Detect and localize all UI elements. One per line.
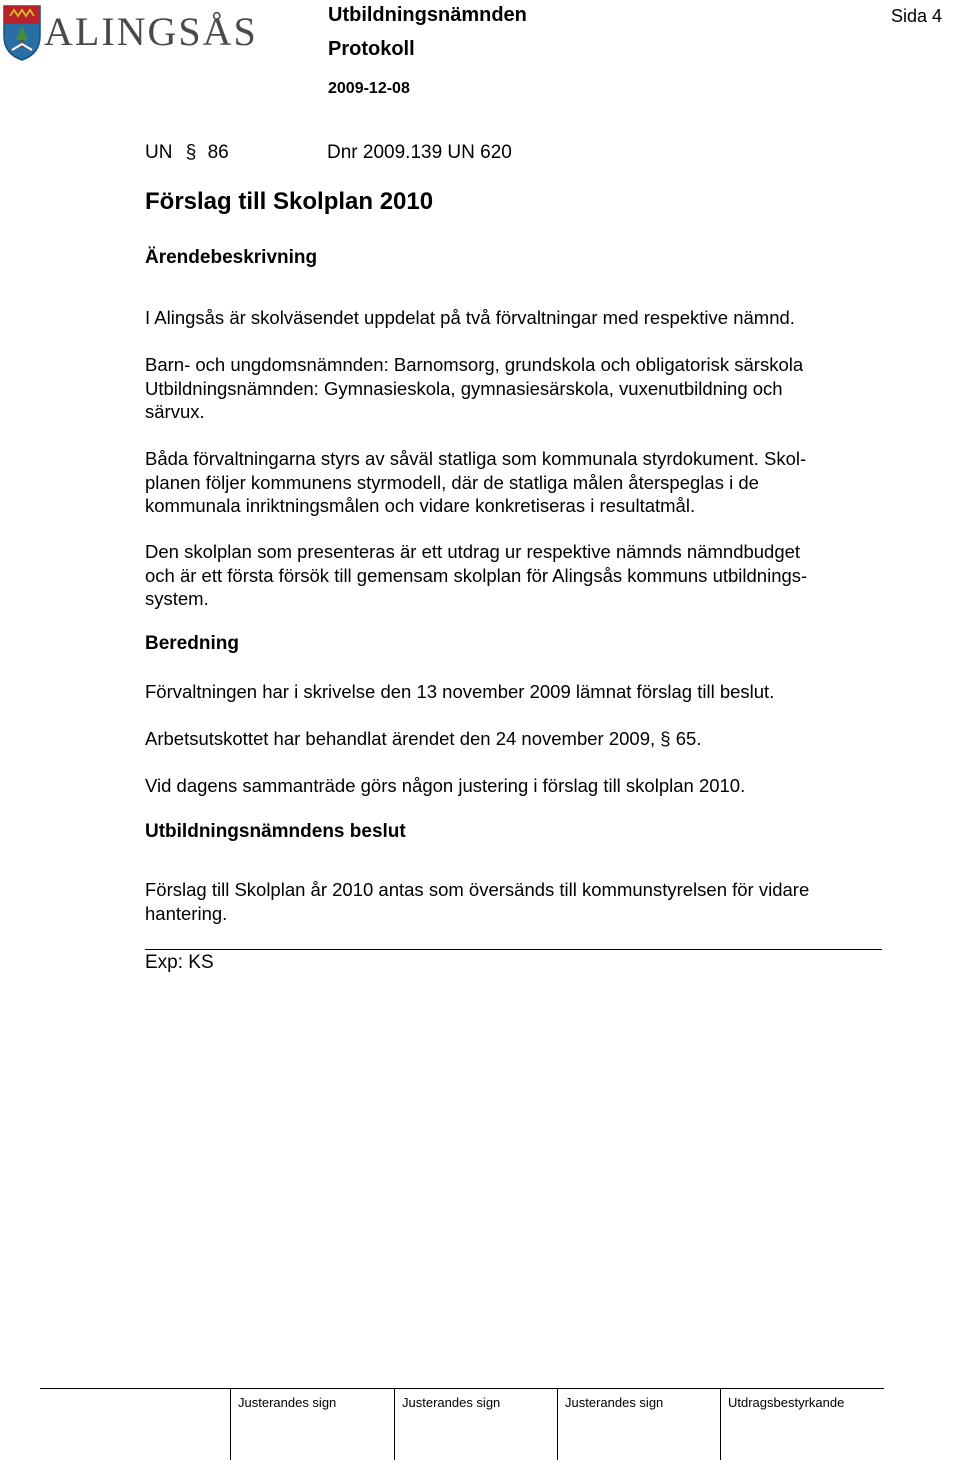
paragraph-line: särvux. xyxy=(145,401,205,422)
paragraph-2 xyxy=(145,353,885,424)
signature-divider xyxy=(557,1388,558,1460)
case-prefix: UN xyxy=(145,142,173,163)
paragraph-line: Barn- och ungdomsnämnden: Barnomsorg, grundskola och obligatorisk särskola xyxy=(145,354,804,375)
case-dnr: Dnr 2009.139 UN 620 xyxy=(327,142,512,163)
paragraph-text: Arbetsutskottet har behandlat ärendet den 24 november 2009, xyxy=(145,728,661,749)
expedition-divider xyxy=(145,949,882,950)
paragraph-line: system. xyxy=(145,588,209,609)
document-title: Förslag till Skolplan 2010 xyxy=(145,188,434,215)
paragraph-line: Vid dagens sammanträde görs någon justering i förslag till skolplan 2010. xyxy=(145,775,746,796)
section-symbol: § xyxy=(185,142,197,163)
signature-field-justerare-1: Justerandes sign xyxy=(238,1395,337,1410)
heading-arendebeskrivning: Ärendebeskrivning xyxy=(145,247,318,268)
paragraph-line: planen följer kommunens styrmodell, där de statliga målen återspeglas i de xyxy=(145,471,759,493)
signature-divider xyxy=(230,1388,231,1460)
signature-divider xyxy=(394,1388,395,1460)
beslut-paragraph xyxy=(145,878,885,925)
coat-of-arms-icon xyxy=(2,4,42,62)
signature-field-justerare-3: Justerandes sign xyxy=(565,1395,664,1410)
signature-field-justerare-2: Justerandes sign xyxy=(402,1395,501,1410)
heading-beslut: Utbildningsnämndens beslut xyxy=(145,821,406,842)
paragraph-1 xyxy=(145,306,885,330)
paragraph-line: Båda förvaltningarna styrs av såväl statliga som kommunala styrdokument. Skol- xyxy=(145,448,807,469)
signature-bar-top-line xyxy=(40,1388,884,1389)
paragraph-line xyxy=(145,727,885,751)
signature-field-utdragsbestyrkande: Utdragsbestyrkande xyxy=(728,1395,845,1410)
logo-wordmark: ALINGSÅS xyxy=(44,9,258,54)
paragraph-3 xyxy=(145,447,885,518)
paragraph-line: Den skolplan som presenteras är ett utdrag ur respektive nämnds nämndbudget xyxy=(145,541,801,562)
paragraph-line: kommunala inriktningsmålen och vidare konkretiseras i resultatmål. xyxy=(145,495,696,516)
beredning-paragraph-2 xyxy=(145,727,885,751)
beredning-paragraph-3 xyxy=(145,774,885,798)
meeting-date: 2009-12-08 xyxy=(328,80,410,97)
document-type: Protokoll xyxy=(328,38,415,60)
section-symbol: § xyxy=(660,728,671,749)
paragraph-line: Förslag till Skolplan år 2010 antas som översänds till kommunstyrelsen för vidare xyxy=(145,879,810,900)
paragraph-line: Utbildningsnämnden: Gymnasieskola, gymnasiesärskola, vuxenutbildning och xyxy=(145,377,783,399)
committee-title: Utbildningsnämnden xyxy=(328,4,527,26)
paragraph-text: 65. xyxy=(670,728,702,749)
beredning-paragraph-1 xyxy=(145,680,885,704)
expedition: Exp: KS xyxy=(145,952,214,973)
paragraph-line: Förvaltningen har i skrivelse den 13 november 2009 lämnat förslag till beslut. xyxy=(145,681,775,702)
paragraph-4 xyxy=(145,540,885,611)
municipality-logo xyxy=(0,2,260,64)
case-number: 86 xyxy=(207,142,229,163)
paragraph-line: I Alingsås är skolväsendet uppdelat på två förvaltningar med respektive nämnd. xyxy=(145,307,795,328)
paragraph-line: hantering. xyxy=(145,902,228,924)
page-number: Sida 4 xyxy=(890,6,942,26)
signature-divider xyxy=(720,1388,721,1460)
case-reference xyxy=(145,142,512,164)
heading-beredning: Beredning xyxy=(145,633,239,654)
paragraph-line: och är ett första försök till gemensam skolplan för Alingsås kommuns utbildnings- xyxy=(145,564,808,586)
